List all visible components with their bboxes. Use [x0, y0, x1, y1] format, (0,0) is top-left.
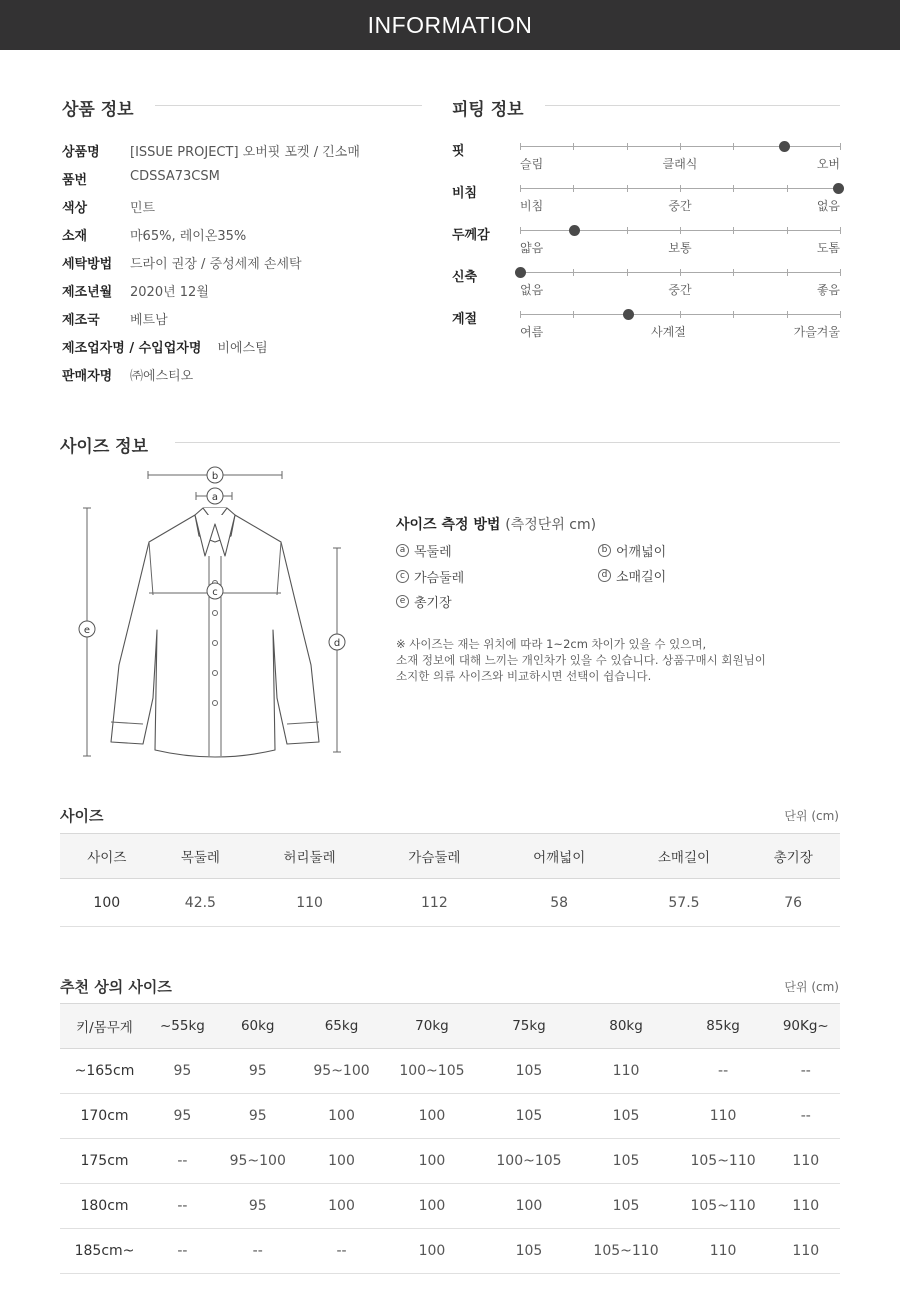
fit-scale-track	[520, 146, 840, 147]
info-key: 제조국	[62, 313, 100, 328]
table-header-cell: 총기장	[746, 834, 840, 879]
rec-table-unit: 단위 (cm)	[784, 980, 839, 994]
measure-label: 총기장	[414, 596, 452, 611]
fit-scale-track	[520, 272, 840, 273]
diagram-label-b: b	[211, 471, 219, 482]
table-cell: --	[149, 1229, 216, 1274]
product-info-row	[62, 253, 302, 272]
table-cell: 95	[149, 1049, 216, 1094]
diagram-label-a: a	[211, 492, 219, 503]
fit-option-label: 슬림	[520, 157, 544, 171]
fit-scale-tick	[680, 311, 681, 318]
table-header-cell: 허리둘레	[247, 834, 372, 879]
measure-label: 목둘레	[414, 545, 452, 560]
table-cell: 105~110	[675, 1184, 772, 1229]
measure-mark: a	[396, 544, 409, 557]
table-header-cell: 사이즈	[60, 834, 154, 879]
fit-scale-tick	[520, 311, 521, 318]
fit-level-dot	[833, 183, 844, 194]
table-header-cell: 키/몸무게	[60, 1004, 149, 1049]
fit-scale-tick	[627, 185, 628, 192]
measure-item	[598, 566, 666, 585]
measure-label: 소매길이	[616, 570, 667, 585]
fit-option-label: 도톰	[816, 241, 840, 255]
product-info-row	[62, 141, 360, 160]
measure-item	[598, 541, 666, 560]
table-header-cell: 65kg	[300, 1004, 384, 1049]
table-cell: 105	[480, 1049, 577, 1094]
fit-scale-tick	[733, 227, 734, 234]
fit-scale-tick	[573, 185, 574, 192]
fit-option-label: 여름	[520, 325, 544, 339]
table-cell: 100~105	[383, 1049, 480, 1094]
fit-option-label: 가을겨울	[793, 325, 840, 339]
table-cell: --	[300, 1229, 384, 1274]
divider	[545, 105, 840, 106]
fit-scale-tick	[680, 143, 681, 150]
info-value: [ISSUE PROJECT] 오버핏 포켓 / 긴소매	[130, 145, 360, 160]
table-cell: --	[149, 1184, 216, 1229]
product-info-title: 상품 정보	[62, 100, 134, 120]
info-key: 세탁방법	[62, 257, 113, 272]
table-row	[60, 1049, 840, 1094]
fit-options	[520, 155, 840, 172]
size-table	[60, 833, 840, 927]
fit-scale-tick	[627, 269, 628, 276]
table-header-cell: 60kg	[216, 1004, 300, 1049]
table-header-cell: 70kg	[383, 1004, 480, 1049]
table-row	[60, 1184, 840, 1229]
measure-item	[396, 592, 452, 611]
table-cell: 100	[383, 1229, 480, 1274]
table-cell: 100	[300, 1184, 384, 1229]
fit-option-label: 사계절	[651, 325, 686, 339]
table-cell: 110	[772, 1184, 840, 1229]
fit-scale-tick	[733, 143, 734, 150]
fit-scale-tick	[680, 269, 681, 276]
fit-scale-tick	[573, 143, 574, 150]
table-header-cell: 80kg	[578, 1004, 675, 1049]
table-header-cell: 90Kg~	[772, 1004, 840, 1049]
table-row	[60, 1139, 840, 1184]
shirt-diagram	[75, 460, 365, 770]
table-cell: 95~100	[300, 1049, 384, 1094]
table-cell: 105	[578, 1094, 675, 1139]
rec-table-title: 추천 상의 사이즈	[60, 978, 172, 996]
table-cell: 105	[480, 1094, 577, 1139]
table-cell: 95	[149, 1094, 216, 1139]
table-row	[60, 1094, 840, 1139]
info-key: 제조업자명 / 수입업자명	[62, 341, 202, 356]
table-cell: 57.5	[622, 879, 747, 927]
fit-label: 비침	[452, 186, 478, 201]
table-cell: 110	[772, 1229, 840, 1274]
table-cell: 100	[60, 879, 154, 927]
info-key: 품번	[62, 173, 88, 188]
measure-method-label: 사이즈 측정 방법	[396, 517, 501, 533]
info-value: 비에스팀	[217, 341, 268, 356]
fit-scale-tick	[627, 143, 628, 150]
fit-options	[520, 197, 840, 214]
fit-option-label: 보통	[668, 241, 692, 255]
fit-scale-tick	[787, 311, 788, 318]
fit-level-dot	[515, 267, 526, 278]
table-cell: 110	[578, 1049, 675, 1094]
fitting-info-title: 피팅 정보	[452, 100, 524, 120]
fit-scale-tick	[787, 269, 788, 276]
fit-options	[520, 323, 840, 340]
fit-option-label: 좋음	[816, 283, 840, 297]
fit-scale-tick	[520, 227, 521, 234]
table-cell: --	[675, 1049, 772, 1094]
table-cell: 58	[497, 879, 622, 927]
fit-scale-tick	[840, 311, 841, 318]
product-info-row	[62, 337, 268, 356]
table-cell: 105	[578, 1139, 675, 1184]
fit-scale-track	[520, 188, 840, 189]
fit-scale-tick	[840, 143, 841, 150]
fit-scale-tick	[520, 185, 521, 192]
fit-option-label: 중간	[668, 199, 692, 213]
table-cell: 110	[675, 1094, 772, 1139]
measure-item	[396, 541, 452, 560]
table-cell: 100	[300, 1139, 384, 1184]
measure-mark: e	[396, 595, 409, 608]
diagram-label-d: d	[333, 638, 341, 649]
size-note-line: 소지한 의류 사이즈와 비교하시면 선택이 쉽습니다.	[396, 669, 652, 683]
fit-scale-tick	[733, 311, 734, 318]
table-cell: 100~105	[480, 1139, 577, 1184]
fit-options	[520, 281, 840, 298]
table-cell: ~165cm	[60, 1049, 149, 1094]
measure-item	[396, 567, 464, 586]
page-header	[0, 0, 900, 50]
fit-option-label: 중간	[668, 283, 692, 297]
table-cell: --	[772, 1049, 840, 1094]
fit-scale-tick	[840, 227, 841, 234]
diagram-label-e: e	[83, 625, 91, 636]
table-cell: 95	[216, 1094, 300, 1139]
info-value: 마65%, 레이온35%	[130, 229, 247, 244]
fit-options	[520, 239, 840, 256]
size-table-title: 사이즈	[60, 807, 104, 825]
table-cell: 105~110	[578, 1229, 675, 1274]
table-cell: 42.5	[154, 879, 248, 927]
measure-mark: d	[598, 569, 611, 582]
fit-option-label: 없음	[816, 199, 840, 213]
fit-scale-tick	[733, 185, 734, 192]
product-info-row	[62, 169, 220, 188]
table-header-row	[60, 834, 840, 879]
fit-label: 핏	[452, 144, 465, 159]
table-cell: 95	[216, 1049, 300, 1094]
product-info-row	[62, 309, 168, 328]
header-title: INFORMATION	[367, 11, 533, 38]
table-cell: 175cm	[60, 1139, 149, 1184]
info-key: 색상	[62, 201, 88, 216]
measure-mark: b	[598, 544, 611, 557]
table-cell: 180cm	[60, 1184, 149, 1229]
table-cell: 100	[480, 1184, 577, 1229]
table-cell: 105~110	[675, 1139, 772, 1184]
table-cell: 95	[216, 1184, 300, 1229]
fit-label: 신축	[452, 270, 478, 285]
fit-scale-tick	[573, 269, 574, 276]
fit-option-label: 얇음	[520, 241, 544, 255]
table-cell: 100	[300, 1094, 384, 1139]
fit-level-dot	[779, 141, 790, 152]
table-cell: --	[772, 1094, 840, 1139]
table-header-cell: 목둘레	[154, 834, 248, 879]
product-info-row	[62, 197, 155, 216]
table-cell: 112	[372, 879, 497, 927]
divider	[155, 105, 422, 106]
size-table-unit: 단위 (cm)	[784, 809, 839, 823]
fit-scale-track	[520, 230, 840, 231]
fit-scale-tick	[787, 227, 788, 234]
table-cell: 95~100	[216, 1139, 300, 1184]
fit-scale-tick	[733, 269, 734, 276]
table-cell: 100	[383, 1094, 480, 1139]
table-cell: 110	[247, 879, 372, 927]
table-cell: 100	[383, 1139, 480, 1184]
info-value: ㈜에스티오	[130, 369, 194, 384]
table-cell: 110	[772, 1139, 840, 1184]
size-info-title: 사이즈 정보	[60, 437, 149, 457]
fit-label: 계절	[452, 312, 478, 327]
table-cell: 76	[746, 879, 840, 927]
table-row	[60, 879, 840, 927]
fit-scale-tick	[680, 185, 681, 192]
table-cell: 105	[578, 1184, 675, 1229]
fit-scale-tick	[680, 227, 681, 234]
fit-option-label: 없음	[520, 283, 544, 297]
fit-scale-tick	[573, 311, 574, 318]
table-cell: --	[216, 1229, 300, 1274]
table-row	[60, 1229, 840, 1274]
fit-option-label: 오버	[816, 157, 840, 171]
fit-scale-tick	[520, 143, 521, 150]
divider	[175, 442, 840, 443]
product-info-row	[62, 225, 246, 244]
table-cell: 170cm	[60, 1094, 149, 1139]
product-info-row	[62, 281, 209, 300]
info-value: 2020년 12월	[130, 285, 209, 300]
product-info-row	[62, 365, 193, 384]
info-value: CDSSA73CSM	[130, 169, 220, 184]
table-cell: --	[149, 1139, 216, 1184]
info-key: 상품명	[62, 145, 100, 160]
table-header-cell: 어깨넓이	[497, 834, 622, 879]
info-value: 민트	[130, 201, 156, 216]
measure-mark: c	[396, 570, 409, 583]
measure-label: 가슴둘레	[414, 571, 465, 586]
table-cell: 105	[480, 1229, 577, 1274]
table-cell: 185cm~	[60, 1229, 149, 1274]
fit-level-dot	[623, 309, 634, 320]
size-note	[396, 636, 766, 684]
fit-scale-tick	[627, 227, 628, 234]
table-header-row	[60, 1004, 840, 1049]
table-cell: 110	[675, 1229, 772, 1274]
fit-scale-tick	[787, 185, 788, 192]
measure-label: 어깨넓이	[616, 545, 667, 560]
info-key: 판매자명	[62, 369, 113, 384]
fit-label: 두께감	[452, 228, 490, 243]
table-cell: 100	[383, 1184, 480, 1229]
info-key: 제조년월	[62, 285, 113, 300]
fit-option-label: 클래식	[662, 157, 698, 171]
table-header-cell: 소매길이	[622, 834, 747, 879]
fit-scale-tick	[840, 269, 841, 276]
info-value: 베트남	[130, 313, 168, 328]
measure-method-title	[396, 514, 596, 534]
fit-option-label: 비침	[520, 199, 544, 213]
table-header-cell: 85kg	[675, 1004, 772, 1049]
fit-scale-track	[520, 314, 840, 315]
info-key: 소재	[62, 229, 88, 244]
fit-level-dot	[569, 225, 580, 236]
table-header-cell: 75kg	[480, 1004, 577, 1049]
size-note-line: 소재 정보에 대해 느끼는 개인차가 있을 수 있습니다. 상품구매시 회원님이	[396, 653, 766, 667]
measure-method-unit: (측정단위 cm)	[505, 517, 597, 533]
size-note-line: ※ 사이즈는 재는 위치에 따라 1~2cm 차이가 있을 수 있으며,	[396, 637, 707, 651]
table-header-cell: ~55kg	[149, 1004, 216, 1049]
diagram-label-c: c	[212, 587, 218, 598]
table-header-cell: 가슴둘레	[372, 834, 497, 879]
rec-table	[60, 1003, 840, 1274]
info-value: 드라이 권장 / 중성세제 손세탁	[130, 257, 302, 272]
